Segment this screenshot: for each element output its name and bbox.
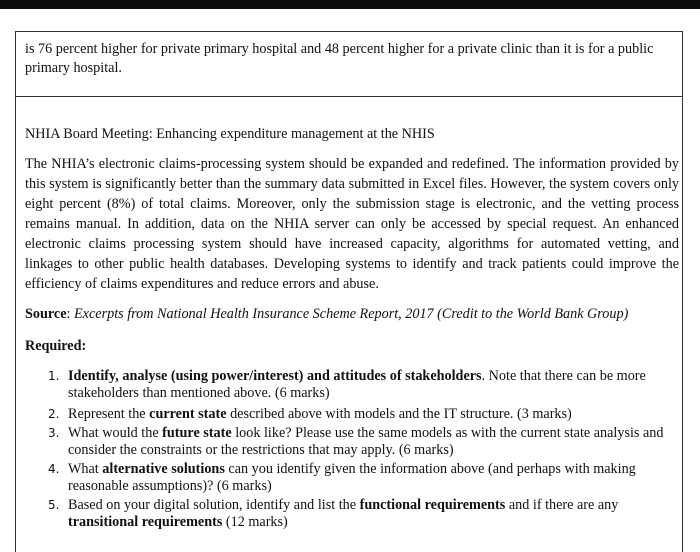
- item-text: (12 marks): [222, 514, 288, 530]
- item-text: Based on your digital solution, identify and list the: [68, 497, 360, 513]
- intro-line-1: is 76 percent higher for private primary hospital and 48 percent higher for a private clinic than it is for a public: [25, 41, 654, 57]
- item-text-bold: Identify, analyse (using power/interest) and attitudes of stakeholders: [68, 368, 482, 384]
- item-text: . Note that there can be more stakeholders than mentioned above. (6 marks): [68, 368, 646, 401]
- item-number: 5.: [48, 498, 60, 512]
- case-paragraph: The NHIA’s electronic claims-processing system should be expanded and redefined. The information provided by this system is significantly better than the summary data submitted in Excel files. However, the system covers only eight percent (8%) of total claims. Moreover, only the submission stage is electronic, and the vetting process remains manual. In addition, data on the NHIA server can only be accessed by special request. An enhanced electronic claims processing system should have increased capacity, algorithms for automated vetting, and linkages to other public health databases. Developing systems to identify and track patients could improve the efficiency of claims expenditures and reduce errors and abuse.: [25, 156, 679, 292]
- source-label: Source: [25, 306, 67, 322]
- item-text: What would the: [68, 425, 163, 441]
- required-label: Required:: [25, 338, 87, 354]
- item-text: Represent the: [68, 406, 150, 422]
- list-item: [48, 461, 680, 495]
- list-item: [48, 497, 680, 531]
- item-number: 3.: [48, 426, 60, 440]
- item-text-bold: transitional requirements: [68, 514, 223, 530]
- case-heading: NHIA Board Meeting: Enhancing expenditure management at the NHIS: [25, 126, 435, 142]
- intro-line-2: primary hospital.: [25, 60, 122, 76]
- list-item: [48, 406, 680, 423]
- source-colon: :: [66, 306, 75, 322]
- requirements-list: [48, 368, 680, 533]
- source-text: Excerpts from National Health Insurance Scheme Report, 2017 (Credit to the World Bank Group): [74, 306, 629, 322]
- item-text-bold: future state: [162, 425, 232, 441]
- item-text-bold: alternative solutions: [102, 461, 225, 477]
- item-number: 4.: [48, 462, 60, 476]
- item-text: What: [68, 461, 103, 477]
- item-text-bold: functional requirements: [359, 497, 506, 513]
- list-item: [48, 425, 680, 459]
- item-text: and if there are any: [505, 497, 619, 513]
- item-text-bold: current state: [149, 406, 227, 422]
- item-text: look like? Please use the same models as with the current state analysis and consider the constraints or the restrictions that may apply. (6 marks): [68, 425, 664, 458]
- section-divider: [15, 96, 683, 97]
- source-line: [25, 305, 628, 324]
- top-dark-bar: [0, 0, 700, 9]
- item-number: 1.: [48, 369, 60, 383]
- item-text: can you identify given the information above (and perhaps with making reasonable assumptions)? (6 marks): [68, 461, 636, 494]
- item-number: 2.: [48, 407, 60, 421]
- item-text: described above with models and the IT structure. (3 marks): [226, 406, 572, 422]
- list-item: [48, 368, 680, 404]
